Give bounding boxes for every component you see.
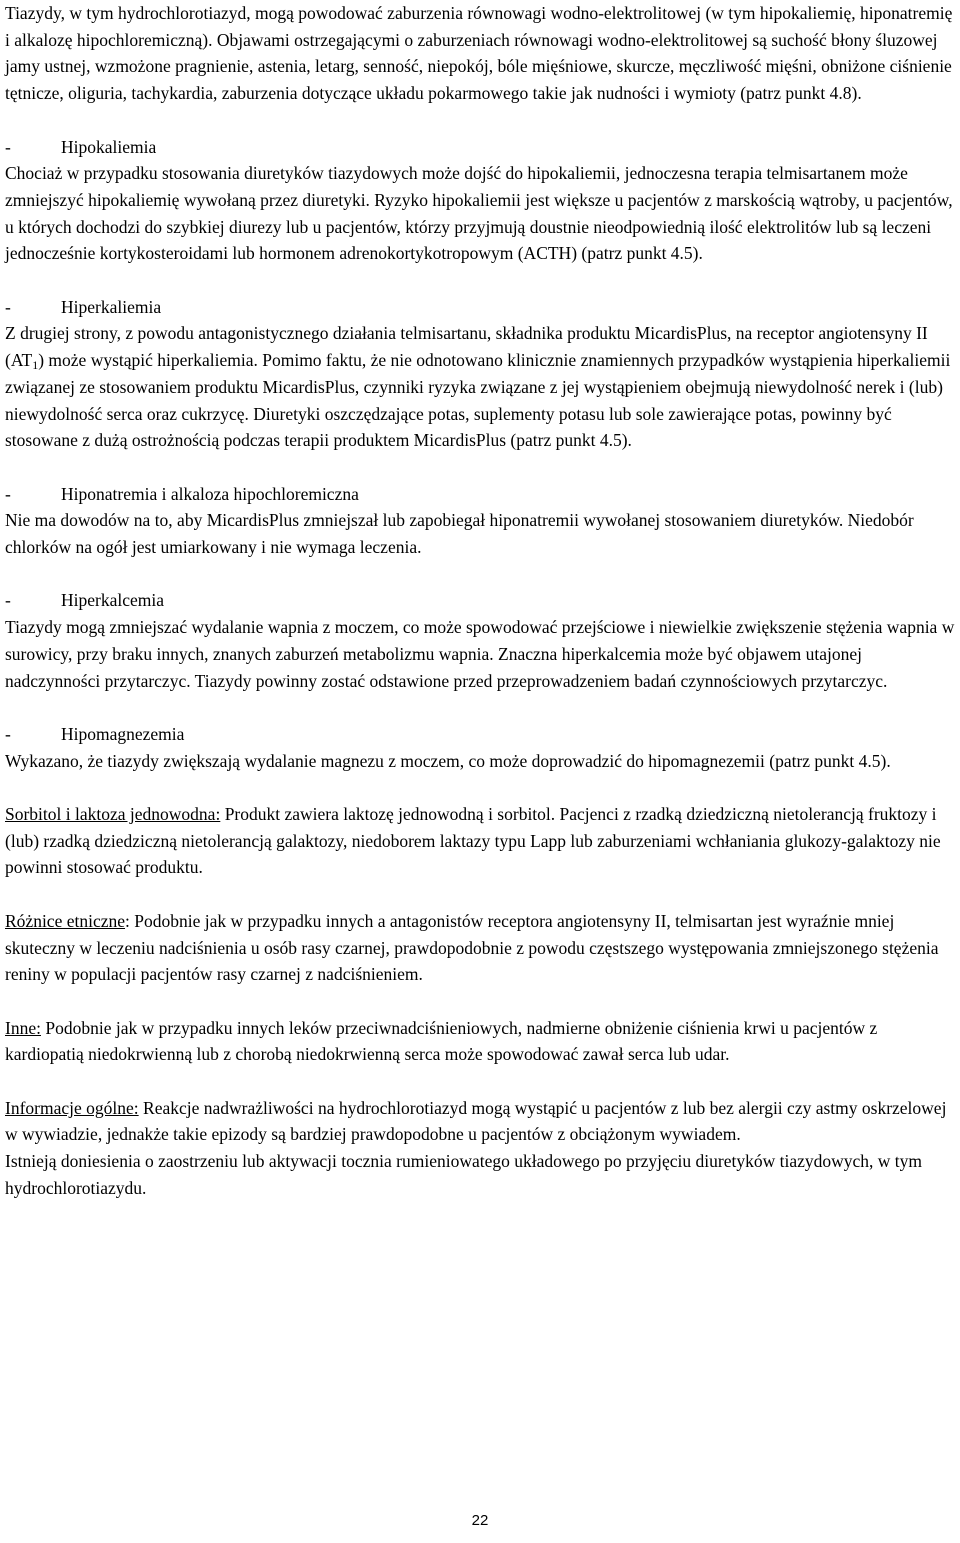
heading-dash: - [5,136,11,157]
hipomagnezemia-paragraph: Wykazano, że tiazydy zwiększają wydalanie magnezu z moczem, co może doprowadzić do hipomagnezemii (patrz punkt 4.5). [5,750,891,771]
heading-hiperkalcemia [5,587,955,614]
sorbitol-label: Sorbitol i laktoza jednowodna: [5,804,221,824]
roznice-label: Różnice etniczne [5,910,126,931]
roznice-text: : Podobnie jak w przypadku innych a antagonistów receptora angiotensyny II, telmisartan jest wyraźnie mniej skuteczny w leczeniu nadciśnienia u osób rasy czarnej, prawdopodobnie z powodu częstszego występowania zmniejszonego stężenia reniny w populacji pacjentów rasy czarnej z nadciśnieniem. [5,910,939,985]
roznice-paragraph [5,908,955,988]
informacje-paragraph-2: Istnieją doniesienia o zaostrzeniu lub aktywacji tocznia rumieniowatego układowego po przyjęciu diuretyków tiazydowych, w tym hydrochlorotiazydu. [5,1151,923,1198]
informacje-paragraph [5,1095,955,1148]
document-page [5,0,955,1202]
informacje-text: Reakcje nadwrażliwości na hydrochlorotiazyd mogą wystąpić u pacjentów z lub bez alergii czy astmy oskrzelowej w wywiadzie, jednakże takie epizody są bardziej prawdopodobne u pacjentów z obciążonym wywiadem. [5,1097,947,1145]
heading-hiponatremia [5,481,955,508]
heading-dash: - [5,483,11,504]
heading-title: Hipokaliemia [61,136,157,157]
informacje-label: Informacje ogólne: [5,1097,139,1118]
hipokaliemia-paragraph: Chociaż w przypadku stosowania diuretyków tiazydowych może dojść do hipokaliemii, jednoczesna terapia telmisartanem może zmniejszyć hipokaliemię wywołaną przez diuretyki. Ryzyko hipokaliemii jest większe u pacjentów z marskością wątroby, u pacjentów, u których dochodzi do szybkiej diurezy lub u pacjentów, którzy przyjmują doustnie nieodpowiednią ilość elektrolitów lub są leczeni jednocześnie kortykosteroidami lub hormonem adrenokortykotropowym (ACTH) (patrz punkt 4.5). [5,163,953,264]
sorbitol-text: Produkt zawiera laktozę jednowodną i sorbitol. Pacjenci z rzadką dziedziczną nietolerancją fruktozy i (lub) rzadką dziedziczną nietolerancją galaktozy, niedoborem laktazy typu Lapp lub zaburzeniami wchłaniania glukozy-galaktozy nie powinni stosować produktu. [5,804,941,878]
heading-title: Hipomagnezemia [61,723,185,744]
inne-paragraph [5,1015,955,1068]
subscript: 1 [32,358,39,373]
heading-hiperkaliemia [5,294,955,321]
hiperkaliemia-text-a: Z drugiej strony, z powodu antagonistycznego działania telmisartanu, składnika produktu MicardisPlus, na receptor angiotensyny II (AT [5,323,928,371]
hiperkaliemia-paragraph [5,320,955,454]
heading-hipomagnezemia [5,721,955,748]
inne-text: Podobnie jak w przypadku innych leków przeciwnadciśnieniowych, nadmierne obniżenie ciśnienia krwi u pacjentów z kardiopatią niedokrwienną lub z chorobą niedokrwienną serca może spowodować zawał serca lub udar. [5,1017,878,1065]
hiponatremia-paragraph: Nie ma dowodów na to, aby MicardisPlus zmniejszał lub zapobiegał hiponatremii wywołanej stosowaniem diuretyków. Niedobór chlorków na ogół jest umiarkowany i nie wymaga leczenia. [5,510,914,558]
hiperkaliemia-text-b: ) może wystąpić hiperkaliemia. Pomimo faktu, że nie odnotowano klinicznie znamiennych przypadków wystąpienia hiperkaliemii związanej ze stosowaniem produktu MicardisPlus, czynniki ryzyka związane z jej wystąpieniem obejmują niewydolność nerek i (lub) niewydolność serca oraz cukrzycę. Diuretyki oszczędzające potas, suplementy potasu lub sole zawierające potas, powinny być stosowane z dużą ostrożnością podczas terapii produktem MicardisPlus (patrz punkt 4.5). [5,350,951,451]
heading-title: Hiperkalcemia [61,590,165,611]
heading-dash: - [5,590,11,611]
page-number: 22 [471,1512,489,1529]
sorbitol-paragraph [5,801,955,881]
heading-title: Hiperkaliemia [61,296,162,317]
heading-dash: - [5,723,11,744]
inne-label: Inne: [5,1017,41,1038]
intro-paragraph: Tiazydy, w tym hydrochlorotiazyd, mogą powodować zaburzenia równowagi wodno-elektrolitowej (w tym hipokaliemię, hiponatremię i alkalozę hipochloremiczną). Objawami ostrzegającymi o zaburzeniach równowagi wodno-elektrolitowej są suchość błony śluzowej jamy ustnej, wzmożone pragnienie, astenia, letarg, senność, niepokój, bóle mięśniowe, skurcze, męczliwość mięśni, obniżone ciśnienie tętnicze, oliguria, tachykardia, zaburzenia dotyczące układu pokarmowego takie jak nudności i wymioty (patrz punkt 4.8). [5,3,953,104]
hiperkalcemia-paragraph: Tiazydy mogą zmniejszać wydalanie wapnia z moczem, co może spowodować przejściowe i niewielkie zwiększenie stężenia wapnia w surowicy, przy braku innych, znanych zaburzeń metabolizmu wapnia. Znaczna hiperkalcemia może być objawem utajonej nadczynności przytarczyc. Tiazydy powinny zostać odstawione przed przeprowadzeniem badań czynnościowych przytarczyc. [5,617,955,691]
heading-dash: - [5,296,11,317]
heading-title: Hiponatremia i alkaloza hipochloremiczna [61,483,359,504]
heading-hipokaliemia [5,134,955,161]
